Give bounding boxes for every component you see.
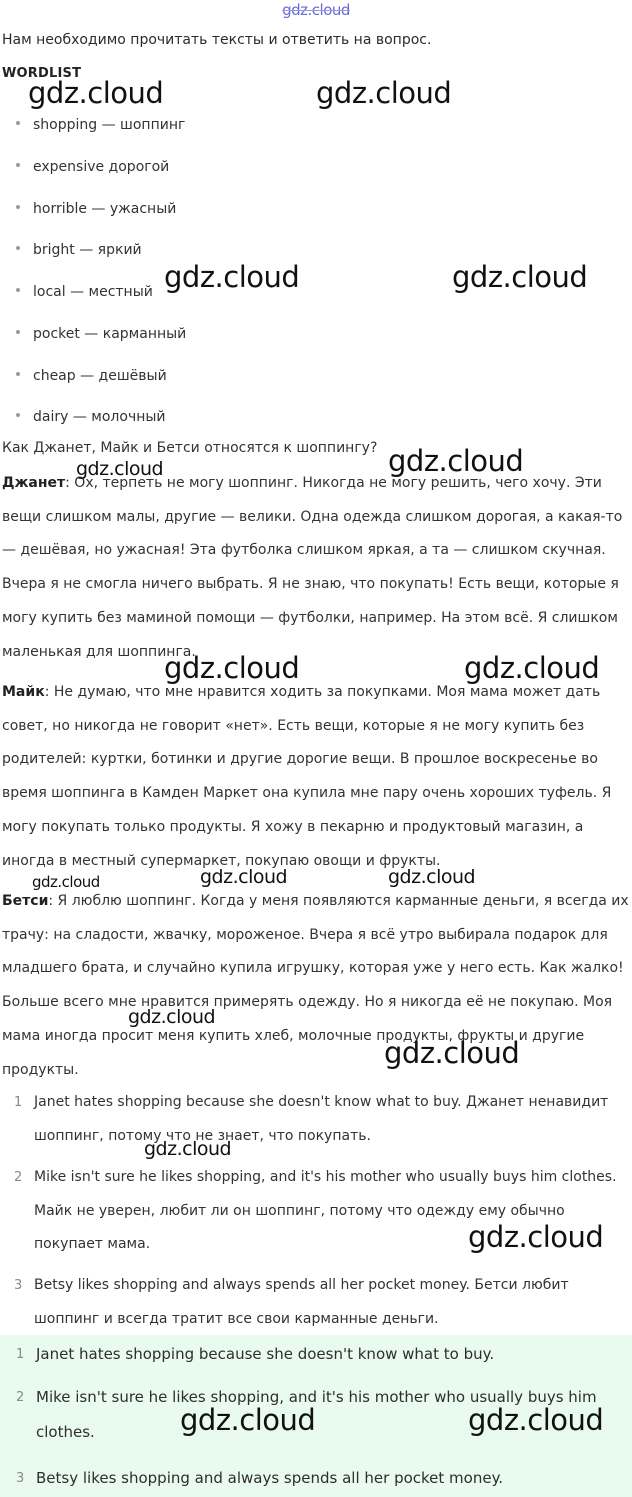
final-answer-item: 1 Janet hates shopping because she doesn't know what to buy. xyxy=(16,1337,620,1372)
bullet-icon xyxy=(16,413,20,417)
answer-item: 2 Mike isn't sure he likes shopping, and it's his mother who usually buys him clothes. Майк не уверен, любит ли он шоппинг, потому что одежду ему обычно покупает мама. xyxy=(14,1161,626,1262)
speaker-name: Джанет xyxy=(2,475,66,491)
watermark: gdz.cloud xyxy=(32,873,100,891)
watermark: gdz.cloud xyxy=(128,1006,216,1028)
watermark: gdz.cloud xyxy=(468,1403,604,1437)
watermark: gdz.cloud xyxy=(384,1036,520,1070)
wordlist-heading: WORDLIST xyxy=(2,66,82,81)
wordlist-item: shopping — шоппинг xyxy=(16,115,185,135)
text-betsy: Бетси: Я люблю шоппинг. Когда у меня появляются карманные деньги, я всегда их трачу: на сладости, жвачку, мороженое. Вчера я всё утро выбирала подарок для младшего брата, и случайно купила игрушку, которая уже у него есть. Как жалко! Больше всего мне нравится примерять одежду. Но я никогда её не покупаю. Моя мама иногда просит меня купить хлеб, молочные продукты, фрукты и другие продукты. xyxy=(2,893,629,1078)
final-answer-item: 2 Mike isn't sure he likes shopping, and it's his mother who usually buys him clothes. xyxy=(16,1380,620,1450)
watermark: gdz.cloud xyxy=(452,260,588,294)
text-janet: Джанет: Ох, терпеть не могу шоппинг. Никогда не могу решить, чего хочу. Эти вещи слишком малы, другие — велики. Одна одежда слишком дорогая, а какая-то — дешёвая, но ужасная! Эта футболка слишком яркая, а та — слишком скучная. Вчера я не смогла ничего выбрать. Я не знаю, что покупать! Есть вещи, которые я могу купить без маминой помощи — футболки, например. На этом всё. Я слишком маленькая для шоппинга. xyxy=(2,475,623,660)
answer-number: 3 xyxy=(16,1471,25,1486)
bullet-icon xyxy=(16,205,20,209)
watermark: gdz.cloud xyxy=(76,458,164,480)
watermark: gdz.cloud xyxy=(388,866,476,888)
watermark: gdz.cloud xyxy=(200,866,288,888)
final-answer-item: 3 Betsy likes shopping and always spends all her pocket money. xyxy=(16,1461,620,1496)
watermark: gdz.cloud xyxy=(164,651,300,685)
bullet-icon xyxy=(16,246,20,250)
wordlist-item: horrible — ужасный xyxy=(16,199,176,219)
final-answer-box xyxy=(0,1335,632,1497)
bullet-icon xyxy=(16,163,20,167)
watermark: gdz.cloud xyxy=(464,651,600,685)
answer-item: 1 Janet hates shopping because she doesn't know what to buy. Джанет ненавидит шоппинг, потому что не знает, что покупать. xyxy=(14,1086,626,1153)
answer-number: 1 xyxy=(16,1347,25,1362)
watermark: gdz.cloud xyxy=(144,1138,232,1160)
question-text: Как Джанет, Майк и Бетси относятся к шоппингу? xyxy=(2,440,378,456)
bullet-icon xyxy=(16,330,20,334)
speaker-name: Майк xyxy=(2,684,45,700)
answer-number: 1 xyxy=(14,1095,23,1110)
watermark: gdz.cloud xyxy=(28,76,164,110)
wordlist-item: cheap — дешёвый xyxy=(16,366,167,386)
wordlist-item: local — местный xyxy=(16,282,153,302)
answer-number: 2 xyxy=(16,1390,25,1405)
text-mike: Майк: Не думаю, что мне нравится ходить за покупками. Моя мама может дать совет, но никогда не говорит «нет». Есть вещи, которые я не могу купить без родителей: куртки, ботинки и другие дорогие вещи. В прошлое воскресенье во время шоппинга в Камден Маркет она купила мне пару очень хороших туфель. Я могу покупать только продукты. Я хожу в пекарню и продуктовый магазин, а иногда в местный супермаркет, покупаю овощи и фрукты. xyxy=(2,684,612,869)
wordlist-item: dairy — молочный xyxy=(16,407,166,427)
answer-number: 3 xyxy=(14,1278,23,1293)
watermark: gdz.cloud xyxy=(468,1220,604,1254)
bullet-icon xyxy=(16,121,20,125)
speaker-name: Бетси xyxy=(2,893,49,909)
watermark: gdz.cloud xyxy=(388,444,524,478)
site-logo[interactable]: gdz.cloud xyxy=(282,1,350,19)
bullet-icon xyxy=(16,372,20,376)
answer-item: 3 Betsy likes shopping and always spends all her pocket money. Бетси любит шоппинг и всегда тратит все свои карманные деньги. xyxy=(14,1269,626,1336)
watermark: gdz.cloud xyxy=(164,260,300,294)
answer-number: 2 xyxy=(14,1170,23,1185)
wordlist-item: bright — яркий xyxy=(16,240,142,260)
watermark: gdz.cloud xyxy=(316,76,452,110)
wordlist-item: pocket — карманный xyxy=(16,324,186,344)
bullet-icon xyxy=(16,288,20,292)
wordlist-item: expensive дорогой xyxy=(16,157,169,177)
intro-text: Нам необходимо прочитать тексты и ответить на вопрос. xyxy=(2,32,432,48)
watermark: gdz.cloud xyxy=(180,1403,316,1437)
